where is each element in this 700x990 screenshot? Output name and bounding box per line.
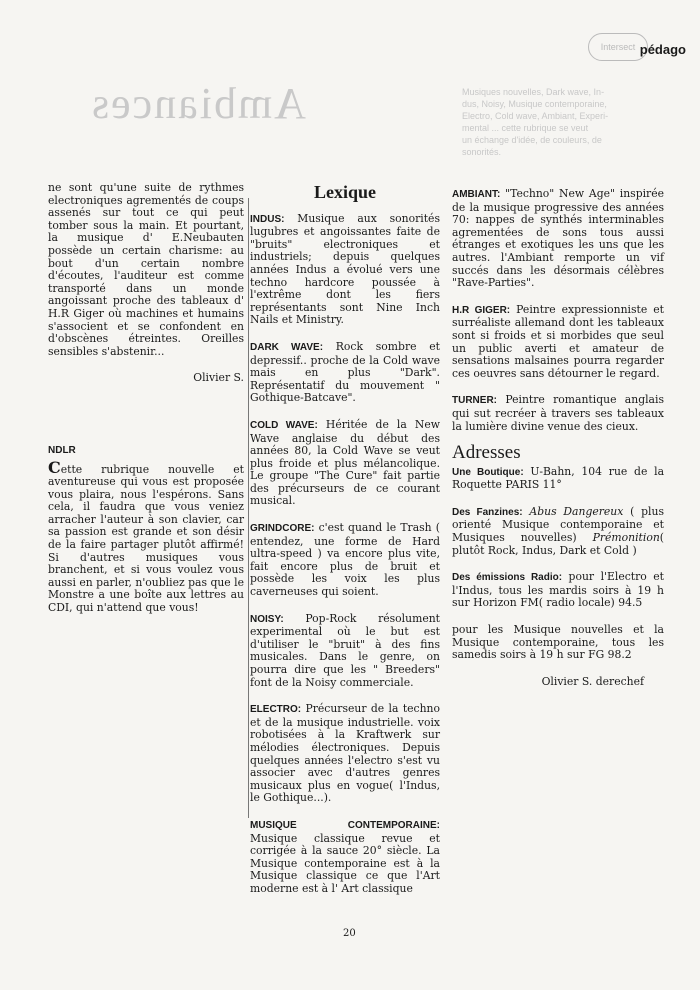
column-right [452,188,664,688]
lexique-entry: COLD WAVE: Héritée de la New Wave anglaise du début des années 80, la Cold Wave se veut plus froide et plus mélancolique. Le groupe "The Cure" fait partie des précurseurs de ce courant musical. [250,417,440,508]
adresses-title: Adresses [452,442,521,464]
lexique-entry: H.R GIGER: Peintre expressionniste et surréaliste allemand dont les tableaux sont si froids et si morbides que seul un public averti et amateur de sensations malsaines pourra regarder ces oeuvres sans détourner le regard. [452,302,664,380]
lexique-entry: GRINDCORE: c'est quand le Trash ( entendez, une forme de Hard ultra-speed ) va encore plus vite, fait encore plus de bruit et possède les voix les plus caverneuses qui soient. [250,521,440,599]
address-radio-2: pour les Musique nouvelles et la Musique contemporaine, tous les samedis soirs à 19 h sur FG 98.2 [452,623,664,662]
signature-2: Olivier S. derechef [541,674,644,688]
drop-cap: C [48,457,61,477]
lexique-title: Lexique [313,182,376,202]
lexique-entry: ELECTRO: Précurseur de la techno et de la musique industrielle. voix robotisées à la Kraftwerk sur mélodies électroniques. Depuis quelques années l'electro s'est vu associer avec d'autres genres musicaux plus en vogue( l'Indus, le Gothique...). [250,702,440,805]
column-lexique [250,182,440,910]
lexique-entry: DARK WAVE: Rock sombre et depressif.. proche de la Cold wave mais en plus "Dark". Représentatif du mouvement " Gothique-Batcave". [250,339,440,405]
lexique-entry: NOISY: Pop-Rock résolument experimental où le but est d'utiliser le "bruit" à des fins musicales. Dans le genre, on pourra dire que les " Breeders" font de la Noisy commerciale. [250,611,440,689]
magazine-logo: Intersect [588,33,648,61]
lexique-entry: MUSIQUE CONTEMPORAINE: Musique classique revue et corrigée à la sauce 20° siècle. La Musique contemporaine est à la Musique classique ce que l'Art moderne est à l' Art classique [250,819,440,895]
intro-paragraph: ne sont qu'une suite de rythmes electroniques agrementés de coups assenés sur tout ce qui peut tomber sous la main. Et pourtant, la musique d' E.Neubauten possède un certain charisme: au bout d'un certain nombre d'écoutes, l'auditeur est comme transporté dans un monde angoissant proche des tableaux d' H.R Giger où machines et humains s'associent et se confondent en d'obscènes étreintes. Oreilles sensibles s'abstenir... [48,181,244,358]
section-label: pédago [639,42,686,57]
page-number: 20 [343,928,356,939]
column-divider [248,198,249,818]
ghost-paragraph: Musiques nouvelles, Dark wave, In- dus, Noisy, Musique contemporaine, Electro, Cold wave, Ambiant, Experi- mental ... cette rubrique se veut un échange d'idée, de couleurs, de sonorités. [462,87,609,157]
lexique-entry: INDUS: Musique aux sonorités lugubres et angoissantes faite de "bruits" electroniques et industriels; depuis quelques années Indus a évolué vers une techno hardcore poussée à l'extrême dont les fiers représentants sont Nine Inch Nails et Ministry. [250,211,440,327]
lexique-entry: TURNER: Peintre romantique anglais qui sut recréer à travers ses tableaux la lumière divine venue des cieux. [452,393,664,433]
ghost-title: Ambiances [90,79,306,128]
column-left [48,182,244,629]
address-boutique: Une Boutique: U-Bahn, 104 rue de la Roquette PARIS 11° [452,464,665,492]
ndlr-heading: NDLR [48,444,76,456]
ndlr-paragraph: Cette rubrique nouvelle et aventureuse qui vous est proposée vous plaira, nous l'espérons. Sans cela, il faudra que vous veniez arracher l'auteur à son clavier, car sa passion est grande et son désir de la faire partager plutôt affirmé! Si d'autres musiques vous branchent, et si vous voulez vous aussi en parler, n'oubliez pas que le Monstre a une boîte aux lettres au CDI, qui n'attend que vous! [48,457,244,615]
address-fanzines: Des Fanzines: Abus Dangereux ( plus orienté Musique contemporaine et Musiques nouvelles) Prémonition( plutôt Rock, Indus, Dark et Cold ) [452,504,664,557]
lexique-entry: AMBIANT: "Techno" New Age" inspirée de la musique progressive des années 70: nappes de synthés interminables agrementées de sons tous aussi étranges et exotiques les uns que les autres. l'Ambiant remporte un vif succés dans les désormais célèbres "Rave-Parties". [452,187,664,290]
signature: Olivier S. [193,371,244,385]
address-radio: Des émissions Radio: pour l'Electro et l'Indus, tous les mardis soirs à 19 h sur Horizon FM( radio locale) 94.5 [452,570,665,610]
